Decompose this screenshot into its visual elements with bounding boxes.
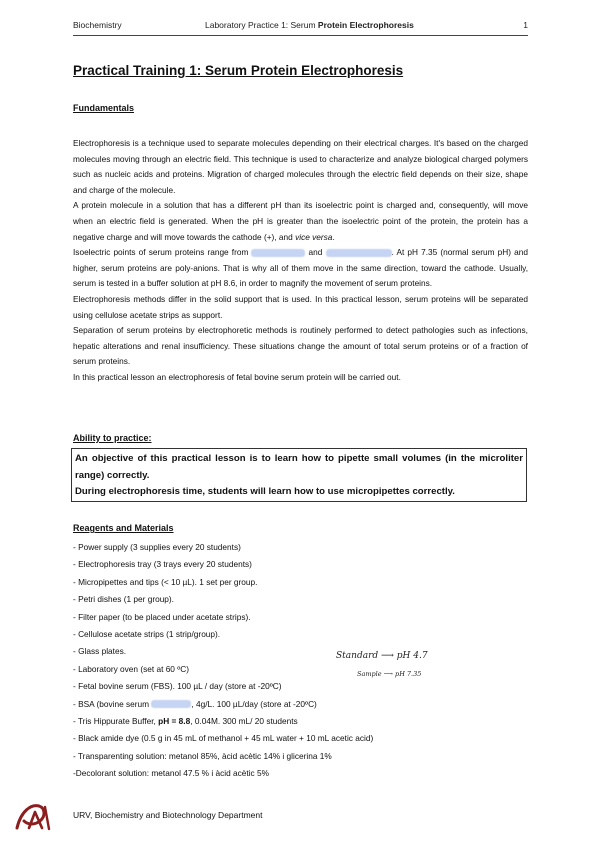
list-item: - Power supply (3 supplies every 20 students) <box>73 542 241 552</box>
list-item: -Decolorant solution: metanol 47.5 % i àcid acètic 5% <box>73 768 270 779</box>
header-practice <box>205 20 414 30</box>
tris-ph: pH = 8.8 <box>158 716 191 727</box>
reagents-heading: Reagents and Materials <box>73 523 174 533</box>
reagents-list <box>73 539 533 783</box>
tris-text-a: - Tris Hippurate Buffer, <box>73 716 159 727</box>
ability-objective-box <box>71 448 527 502</box>
list-item: - Laboratory oven (set at 60 ºC) <box>73 663 190 674</box>
fundamentals-body <box>73 136 528 386</box>
list-item: - Cellulose acetate strips (1 strip/group). <box>73 629 221 640</box>
fundamentals-paragraph-3-b: and <box>305 247 326 258</box>
list-item: - Glass plates. <box>73 646 127 657</box>
fundamentals-paragraph-5: Separation of serum proteins by electrophoretic methods is routinely performed to detect pathologies such as infections, hepatic alterations and renal insufficiency. These situations change the amount of total serum proteins or of a fraction of serum proteins. <box>73 325 528 367</box>
redaction-mark <box>326 249 392 257</box>
fundamentals-paragraph-2-main: A protein molecule in a solution that has a different pH than its isoelectric point is charged and, consequently, will move when an electric field is generated. When the pH is greater than the isoelectric point of the protein, the protein has a negative charge and will move towards the cathode (+), and <box>73 200 528 242</box>
list-item-tris <box>73 713 533 730</box>
footer-department: URV, Biochemistry and Biotechnology Department <box>73 810 263 820</box>
header-divider <box>73 35 528 36</box>
list-item: - Filter paper (to be placed under acetate strips). <box>73 611 251 622</box>
ability-line-1: An objective of this practical lesson is to learn how to pipette small volumes (in the microliter range) correctly. <box>75 453 523 481</box>
fundamentals-paragraph-3-a: Isoelectric points of serum proteins range from <box>73 247 252 258</box>
list-item: - Fetal bovine serum (FBS). 100 µL / day (store at -20ºC) <box>73 681 282 692</box>
fundamentals-heading: Fundamentals <box>73 103 135 113</box>
list-item: - Petri dishes (1 per group). <box>73 594 174 605</box>
list-item: - Micropipettes and tips (< 10 µL). 1 set per group. <box>73 576 258 587</box>
university-logo-icon <box>15 801 51 831</box>
bsa-text-b: , 4g/L. 100 µL/day (store at -20ºC) <box>191 698 317 709</box>
list-item: - Black amide dye (0.5 g in 45 mL of methanol + 45 mL water + 10 mL acetic acid) <box>73 733 374 744</box>
fundamentals-paragraph-3 <box>73 245 528 292</box>
ability-line-2: During electrophoresis time, students will learn how to use micropipettes correctly. <box>75 486 455 497</box>
header-course: Biochemistry <box>73 20 122 30</box>
fundamentals-paragraph-1: Electrophoresis is a technique used to separate molecules depending on their electrical charges. It's based on the charged molecules moving through an electric field. This technique is used to characterize and analyze biological charged polymers such as nucleic acids and proteins. Migration of charged molecules through the electric field depends on their size, shape and charge of the molecule. <box>73 138 528 195</box>
ability-heading: Ability to practice: <box>73 433 152 443</box>
tris-text-b: , 0.04M. 300 mL/ 20 students <box>190 716 298 727</box>
fundamentals-paragraph-2-italic: vice versa <box>295 231 333 242</box>
header-practice-bold: Protein Electrophoresis <box>317 20 414 30</box>
page-number: 1 <box>523 20 528 30</box>
redaction-mark <box>251 249 305 257</box>
fundamentals-paragraph-2 <box>73 198 528 245</box>
header-practice-prefix: Laboratory Practice 1: Serum <box>205 20 318 30</box>
redaction-mark <box>151 700 191 708</box>
page-header <box>73 20 528 34</box>
list-item-bsa <box>73 696 533 713</box>
handwritten-note-standard: Standard ⟶ pH 4.7 <box>336 651 428 661</box>
fundamentals-paragraph-3-c: . At pH 7.35 (normal serum pH) and higher, serum proteins are poly-anions. That is why all of them move in the same direction, toward the cathode. Usually, serum is tested in a buffer solution at pH 8.6, in order to magnify the movement of serum proteins. <box>73 247 528 289</box>
list-item: - Electrophoresis tray (3 trays every 20 students) <box>73 559 252 570</box>
fundamentals-paragraph-2-end: . <box>332 231 335 242</box>
page-title: Practical Training 1: Serum Protein Electrophoresis <box>73 63 404 78</box>
handwritten-note-sample: Sample ⟶ pH 7.35 <box>357 670 422 678</box>
bsa-text-a: - BSA (bovine serum <box>73 698 152 709</box>
fundamentals-paragraph-4: Electrophoresis methods differ in the solid support that is used. In this practical lesson, serum proteins will be separated using cellulose acetate strips as support. <box>73 293 528 320</box>
list-item: - Transparenting solution: metanol 85%, àcid acètic 14% i glicerina 1% <box>73 750 332 761</box>
fundamentals-paragraph-6: In this practical lesson an electrophoresis of fetal bovine serum protein will be carried out. <box>73 371 401 382</box>
